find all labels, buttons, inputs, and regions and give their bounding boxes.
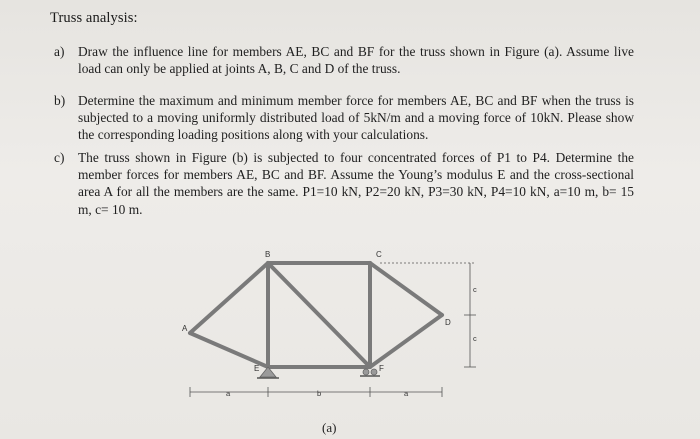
roller-wheel-F2	[371, 369, 377, 375]
question-marker: c)	[54, 150, 65, 165]
question-c	[54, 149, 634, 218]
question-a	[54, 43, 634, 77]
dimension-label-c-top: c	[473, 285, 477, 294]
member-AE	[190, 333, 268, 367]
member-FD	[370, 315, 442, 367]
figure-caption: (a)	[322, 420, 337, 435]
roller-wheel-F1	[363, 369, 369, 375]
member-AB	[190, 263, 268, 333]
joint-label-F: F	[379, 364, 384, 373]
joint-label-A: A	[182, 324, 188, 333]
truss-members	[190, 263, 442, 367]
joint-label-D: D	[445, 318, 451, 327]
joint-label-E: E	[254, 364, 260, 373]
joint-label-C: C	[376, 250, 382, 259]
member-CD	[370, 263, 442, 315]
joint-label-B: B	[265, 250, 271, 259]
dimension-labels	[226, 389, 409, 398]
question-text: The truss shown in Figure (b) is subjected to four concentrated forces of P1 to P4. Determine the member forces for members AE, BC and BF. Assume the Young’s modulus E and the cross-sectional area A for all the members are the same. P1=10 kN, P2=20 kN, P3=30 kN, P4=10 kN, a=10 m, b= 15 m, c= 10 m.	[78, 150, 634, 217]
question-marker: a)	[54, 44, 65, 59]
dimension-label-a-left: a	[226, 389, 231, 398]
question-marker: b)	[54, 93, 66, 108]
member-BF	[268, 263, 370, 367]
truss-figure	[180, 245, 500, 420]
question-b	[54, 92, 634, 144]
dimension-label-a-right: a	[404, 389, 409, 398]
dimension-label-b: b	[317, 389, 322, 398]
question-text: Draw the influence line for members AE, BC and BF for the truss shown in Figure (a). Assume live load can only be applied at joints A, B, C and D of the truss.	[78, 44, 634, 77]
dimension-label-c-bottom: c	[473, 334, 477, 343]
vertical-dimension-labels	[473, 285, 477, 343]
heading: Truss analysis:	[50, 10, 138, 26]
question-text: Determine the maximum and minimum member force for members AE, BC and BF when the truss is subjected to a moving uniformly distributed load of 5kN/m and a moving force of 10kN. Please show the corresponding loading positions along with your calculations.	[78, 93, 634, 143]
